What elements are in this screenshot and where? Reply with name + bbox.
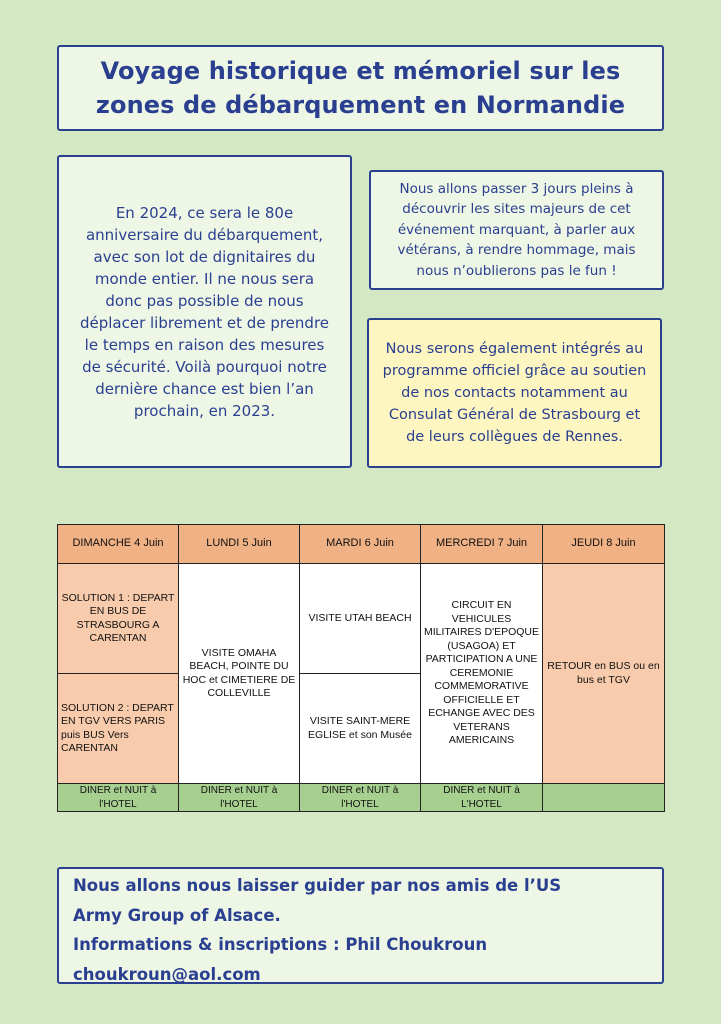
schedule-row-1 [58,564,665,674]
days-text: Nous allons passer 3 jours pleins à découvrir les sites majeurs de cet événement marquant, à parler aux vétérans, à rendre hommage, mais nous n’oublierons pas le fun ! [397,180,636,279]
monday-activity: VISITE OMAHA BEACH, POINTE DU HOC et CIMETIERE DE COLLEVILLE [179,564,300,784]
footer-tuesday: DINER et NUIT à l'HOTEL [300,784,421,812]
header-wednesday: MERCREDI 7 Juin [421,525,543,564]
thursday-activity: RETOUR en BUS ou en bus et TGV [543,564,665,784]
title-line-2: zones de débarquement en Normandie [95,91,626,119]
header-thursday: JEUDI 8 Juin [543,525,665,564]
sunday-solution-2: SOLUTION 2 : DEPART EN TGV VERS PARIS puis BUS Vers CARENTAN [58,674,179,784]
contact-line-3: Informations & inscriptions : Phil Choukroun [73,935,488,954]
contact-line-1: Nous allons nous laisser guider par nos amis de l’US [73,876,562,895]
official-box [367,318,662,468]
contact-email: choukroun@aol.com [73,964,261,984]
contact-line-2: Army Group of Alsace. [73,905,281,925]
header-sunday: DIMANCHE 4 Juin [58,525,179,564]
schedule-table [57,524,665,812]
title-line-1: Voyage historique et mémoriel sur les [100,57,621,85]
schedule-footer-row [58,784,665,812]
schedule-header-row [58,525,665,564]
tuesday-activity-1: VISITE UTAH BEACH [300,564,421,674]
intro-text: En 2024, ce sera le 80e anniversaire du débarquement, avec son lot de dignitaires du monde entier. Il ne nous sera donc pas possible de nous déplacer librement et de prendre le temps en raison des mesures de sécurité. Voilà pourquoi notre dernière chance est bien l’an prochain, en 2023. [79,203,330,420]
footer-wednesday: DINER et NUIT à L'HOTEL [421,784,543,812]
contact-box [57,867,664,984]
footer-monday: DINER et NUIT à l'HOTEL [179,784,300,812]
title-box [57,45,664,131]
footer-sunday: DINER et NUIT à l'HOTEL [58,784,179,812]
official-text: Nous serons également intégrés au programme officiel grâce au soutien de nos contacts notamment au Consulat Général de Strasbourg et de leurs collègues de Rennes. [382,341,647,445]
intro-box [57,155,352,468]
wednesday-activity: CIRCUIT EN VEHICULES MILITAIRES D'EPOQUE (USAGOA) ET PARTICIPATION A UNE CEREMONIE COMMEMORATIVE OFFICIELLE ET ECHANGE AVEC DES VETERANS AMERICAINS [421,564,543,784]
days-box [369,170,664,290]
footer-thursday [543,784,665,812]
page-title [96,54,625,122]
sunday-solution-1: SOLUTION 1 : DEPART EN BUS DE STRASBOURG A CARENTAN [58,564,179,674]
header-tuesday: MARDI 6 Juin [300,525,421,564]
tuesday-activity-2: VISITE SAINT-MERE EGLISE et son Musée [300,674,421,784]
header-monday: LUNDI 5 Juin [179,525,300,564]
